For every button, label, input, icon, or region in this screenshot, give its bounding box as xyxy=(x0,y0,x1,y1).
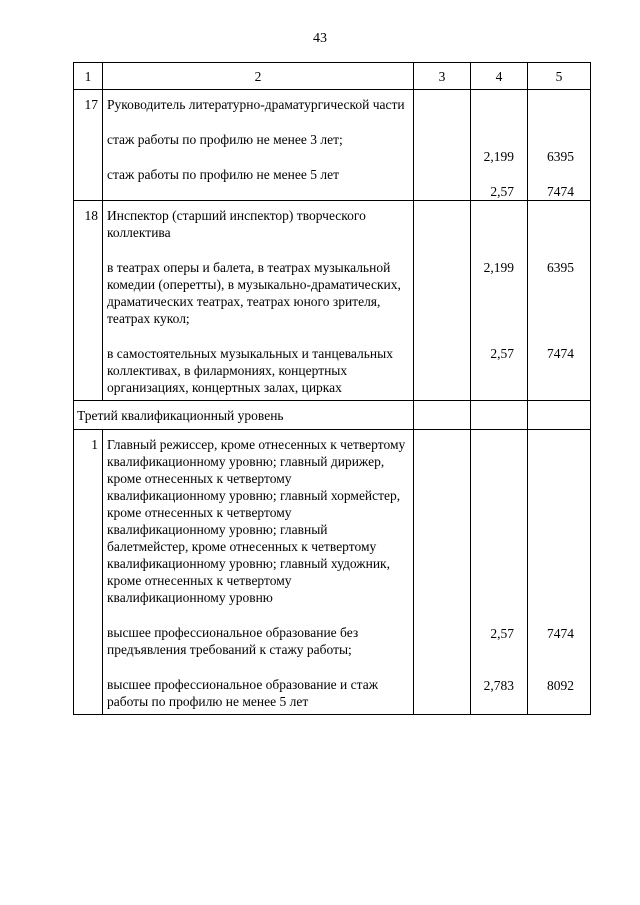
salary-cell xyxy=(528,201,591,401)
table-row xyxy=(74,201,591,401)
coefficient-value: 2,57 xyxy=(490,184,514,199)
row-number: 17 xyxy=(74,90,103,201)
salary-value: 7474 xyxy=(547,626,574,641)
salary-value: 6395 xyxy=(547,260,574,275)
empty-cell xyxy=(471,401,528,430)
salary-value: 6395 xyxy=(547,149,574,164)
qualification-level-label: Третий квалификационный уровень xyxy=(74,401,414,430)
table-row xyxy=(74,90,591,201)
position-cell xyxy=(103,90,414,201)
empty-cell xyxy=(414,401,471,430)
coefficient-cell xyxy=(471,201,528,401)
table-row xyxy=(74,430,591,715)
empty-cell xyxy=(528,401,591,430)
coefficient-value: 2,199 xyxy=(483,149,514,164)
condition-text: в самостоятельных музыкальных и танцевальных коллективах, в филармониях, концертных организациях, концертных залах, цирках xyxy=(107,346,393,395)
condition-text: стаж работы по профилю не менее 3 лет; xyxy=(107,132,343,147)
position-cell xyxy=(103,201,414,401)
salary-value: 7474 xyxy=(547,184,574,199)
position-title: Инспектор (старший инспектор) творческого коллектива xyxy=(107,208,366,240)
coefficient-value: 2,57 xyxy=(490,626,514,641)
coefficient-value: 2,57 xyxy=(490,346,514,361)
condition-text: высшее профессиональное образование без предъявления требований к стажу работы; xyxy=(107,625,359,657)
coefficient-value: 2,783 xyxy=(483,678,514,693)
condition-text: высшее профессиональное образование и стаж работы по профилю не менее 5 лет xyxy=(107,677,379,709)
row-number: 1 xyxy=(74,430,103,715)
empty-cell xyxy=(414,90,471,201)
position-title: Главный режиссер, кроме отнесенных к четвертому квалификационному уровню; главный дирижер, кроме отнесенных к четвертому квалификационному уровню; главный хормейстер, кроме отнесенных к четвертому квалификационному уровню; главный балетмейстер, кроме отнесенных к четвертому квалификационному уровню; главный художник, кроме отнесенных к четвертому квалификационному уровню xyxy=(107,437,406,605)
header-col-5: 5 xyxy=(528,63,591,90)
position-title: Руководитель литературно-драматургической части xyxy=(107,97,405,112)
row-number: 18 xyxy=(74,201,103,401)
header-col-3: 3 xyxy=(414,63,471,90)
qualification-level-row xyxy=(74,401,591,430)
condition-text: в театрах оперы и балета, в театрах музыкальной комедии (оперетты), в музыкально-драматических, драматических театрах, театрах юного зрителя, театрах кукол; xyxy=(107,260,401,326)
empty-cell xyxy=(414,430,471,715)
salary-cell xyxy=(528,90,591,201)
position-cell xyxy=(103,430,414,715)
header-col-1: 1 xyxy=(74,63,103,90)
salary-value: 7474 xyxy=(547,346,574,361)
header-col-2: 2 xyxy=(103,63,414,90)
salary-value: 8092 xyxy=(547,678,574,693)
coefficient-value: 2,199 xyxy=(483,260,514,275)
condition-text: стаж работы по профилю не менее 5 лет xyxy=(107,167,339,182)
salary-table xyxy=(73,62,591,715)
page-number: 43 xyxy=(313,31,327,46)
table-header-row xyxy=(74,63,591,90)
coefficient-cell xyxy=(471,90,528,201)
header-col-4: 4 xyxy=(471,63,528,90)
salary-cell xyxy=(528,430,591,715)
coefficient-cell xyxy=(471,430,528,715)
empty-cell xyxy=(414,201,471,401)
